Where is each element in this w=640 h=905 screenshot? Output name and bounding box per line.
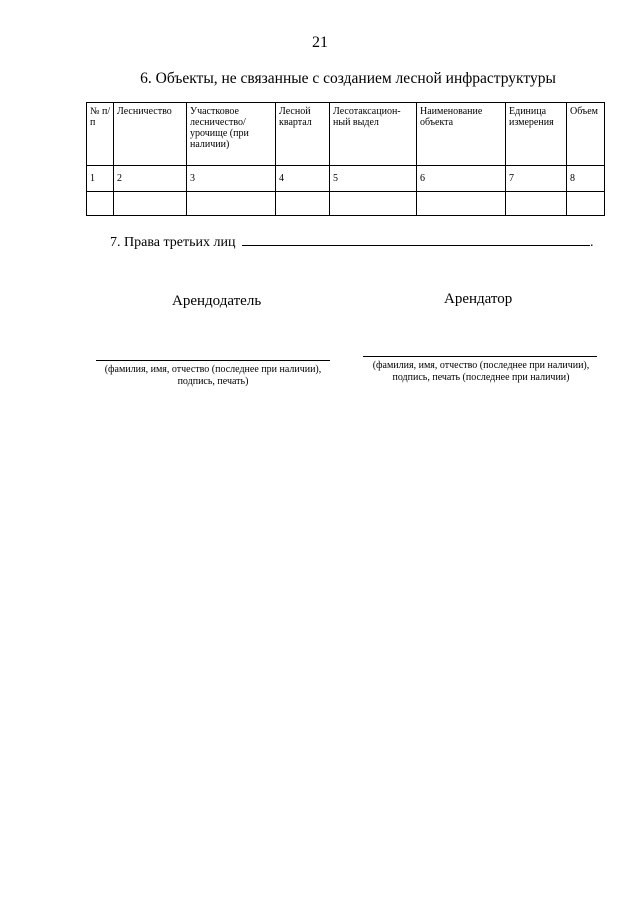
tenant-caption-line1: (фамилия, имя, отчество (последнее при наличии), [372, 360, 590, 371]
third-party-trailing: . [589, 235, 594, 250]
page-number: 21 [312, 34, 328, 51]
third-party-rights [110, 233, 593, 251]
table-cell: 1 [87, 166, 114, 192]
section-title: 6. Объекты, не связанные с созданием лесной инфраструктуры [140, 70, 556, 87]
table-empty-row [87, 192, 605, 216]
landlord-caption-line1: (фамилия, имя, отчество (последнее при наличии), [104, 364, 322, 375]
table-cell: 7 [506, 166, 567, 192]
table-cell: 6 [417, 166, 506, 192]
table-header-cell: № п/п [87, 103, 114, 166]
table-cell [114, 192, 187, 216]
tenant-signature-line [363, 356, 597, 357]
landlord-caption-line2: подпись, печать) [177, 376, 249, 387]
objects-table [86, 102, 605, 216]
third-party-label: 7. Права третьих лиц [110, 235, 236, 250]
table-number-row [87, 166, 605, 192]
tenant-label: Арендатор [444, 291, 513, 307]
table-cell [506, 192, 567, 216]
tenant-signature-caption [350, 360, 612, 384]
table-cell [276, 192, 330, 216]
table-header-cell: Объем [567, 103, 605, 166]
table-header-cell: Единица измерения [506, 103, 567, 166]
table-cell: 5 [330, 166, 417, 192]
table-header-row [87, 103, 605, 166]
table-cell: 3 [187, 166, 276, 192]
landlord-signature-caption [86, 364, 340, 388]
third-party-fill-line [242, 233, 590, 246]
table-cell [87, 192, 114, 216]
table-header-cell: Лесотаксацион-ный выдел [330, 103, 417, 166]
table-cell [567, 192, 605, 216]
table-cell [330, 192, 417, 216]
table-cell: 2 [114, 166, 187, 192]
table-cell: 8 [567, 166, 605, 192]
landlord-label: Арендодатель [172, 293, 262, 309]
table-cell [417, 192, 506, 216]
table-header-cell: Участковое лесничество/ урочище (при наличии) [187, 103, 276, 166]
table-cell [187, 192, 276, 216]
table-cell: 4 [276, 166, 330, 192]
landlord-signature-line [96, 360, 330, 361]
table-header-cell: Лесной квартал [276, 103, 330, 166]
table-header-cell: Наименование объекта [417, 103, 506, 166]
tenant-caption-line2: подпись, печать (последнее при наличии) [392, 372, 570, 383]
table-header-cell: Лесничество [114, 103, 187, 166]
